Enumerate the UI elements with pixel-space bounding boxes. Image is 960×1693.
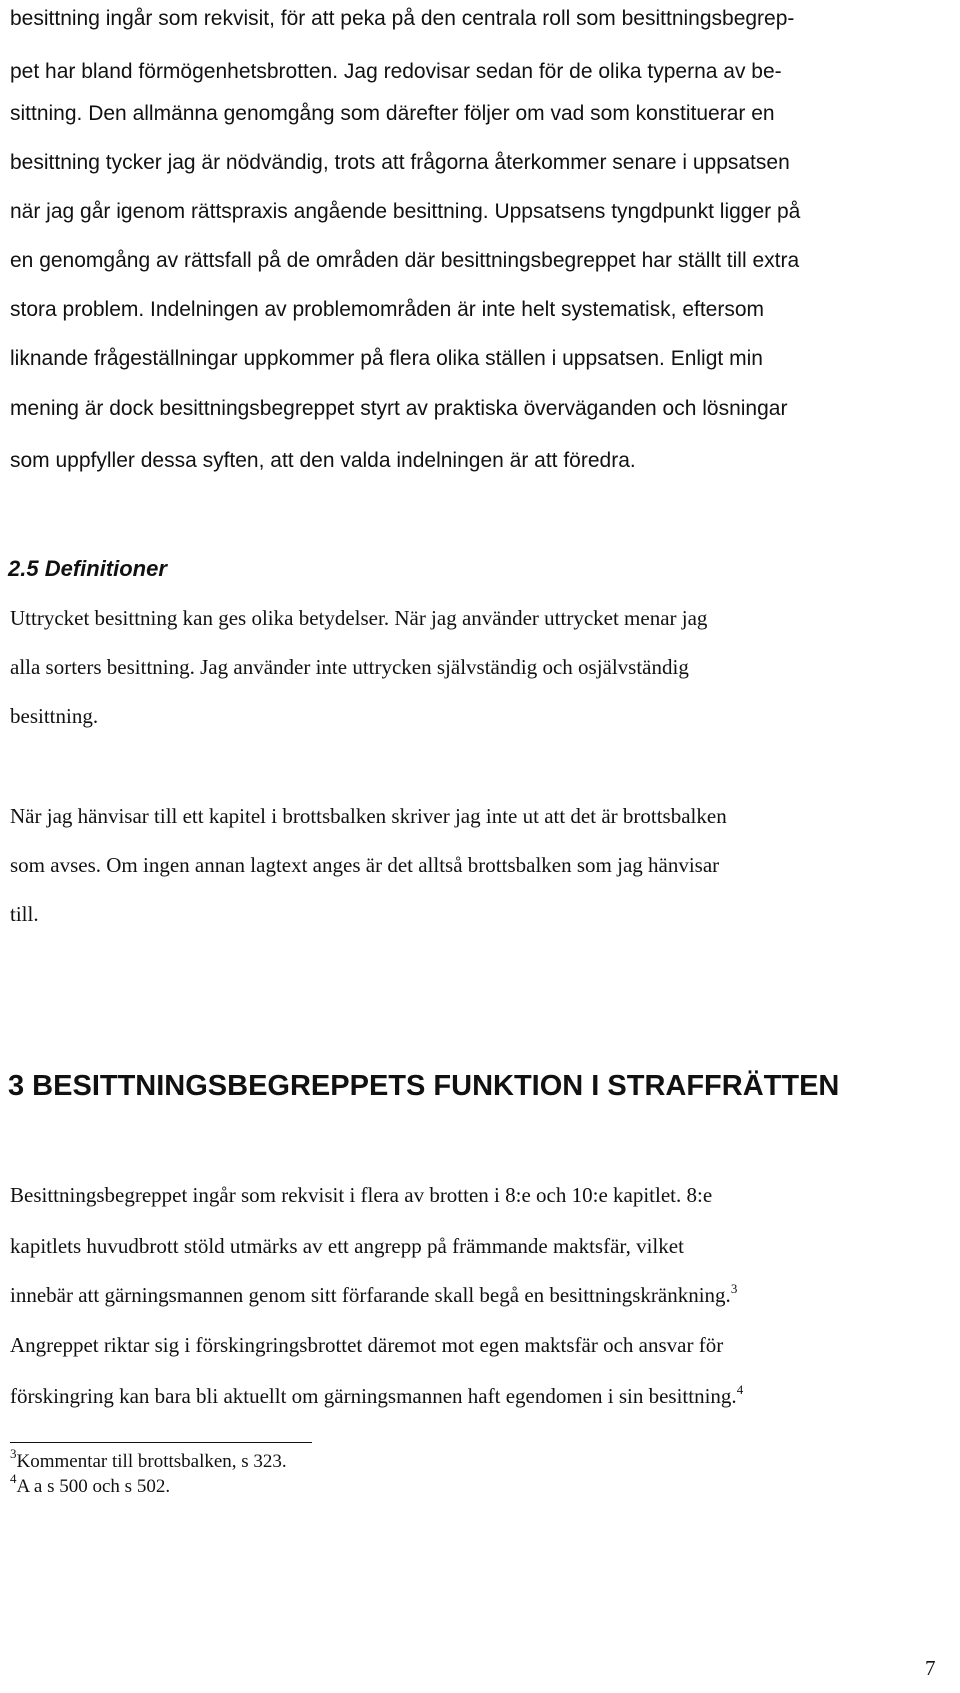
footnote-mark: 4	[10, 1471, 17, 1486]
text-line: besittning.	[10, 704, 99, 728]
footnote-separator	[10, 1442, 312, 1443]
footnote-text: A a s 500 och s 502.	[16, 1476, 171, 1497]
text-line: när jag går igenom rättspraxis angående besittning. Uppsatsens tyngdpunkt ligger på	[10, 200, 801, 223]
text-line-with-footnote	[10, 1281, 738, 1307]
text-line: besittning ingår som rekvisit, för att peka på den centrala roll som besittningsbegrep-	[10, 7, 795, 30]
text-line: Angreppet riktar sig i förskingringsbrottet däremot mot egen maktsfär och ansvar för	[10, 1333, 724, 1357]
text-line: innebär att gärningsmannen genom sitt förfarande skall begå en besittningskränkning.	[10, 1283, 731, 1307]
text-line: Besittningsbegreppet ingår som rekvisit i flera av brotten i 8:e och 10:e kapitlet. 8:e	[10, 1183, 713, 1207]
text-line: När jag hänvisar till ett kapitel i brottsbalken skriver jag inte ut att det är brottsbalken	[10, 804, 727, 828]
text-line: stora problem. Indelningen av problemområden är inte helt systematisk, eftersom	[10, 298, 765, 321]
footnote	[10, 1471, 171, 1497]
text-line: till.	[10, 902, 39, 926]
text-line: förskingring kan bara bli aktuellt om gärningsmannen haft egendomen i sin besittning.	[10, 1384, 737, 1408]
chapter-heading: 3 BESITTNINGSBEGREPPETS FUNKTION I STRAFFRÄTTEN	[8, 1070, 840, 1102]
footnote-ref[interactable]: 3	[730, 1281, 738, 1296]
text-line: som avses. Om ingen annan lagtext anges är det alltså brottsbalken som jag hänvisar	[10, 853, 720, 877]
section-heading: 2.5 Definitioner	[8, 556, 167, 581]
page-number: 7	[925, 1656, 936, 1680]
text-line: som uppfyller dessa syften, att den valda indelningen är att föredra.	[10, 449, 636, 472]
text-line: alla sorters besittning. Jag använder inte uttrycken självständig och osjälvständig	[10, 655, 689, 679]
footnote-text: Kommentar till brottsbalken, s 323.	[16, 1451, 287, 1472]
text-line-with-footnote	[10, 1382, 744, 1408]
text-line: Uttrycket besittning kan ges olika betydelser. När jag använder uttrycket menar jag	[10, 606, 708, 630]
text-line: en genomgång av rättsfall på de områden där besittningsbegreppet har ställt till extra	[10, 249, 800, 272]
footnote-mark: 3	[10, 1446, 17, 1461]
text-line: liknande frågeställningar uppkommer på flera olika ställen i uppsatsen. Enligt min	[10, 347, 763, 370]
text-line: mening är dock besittningsbegreppet styrt av praktiska överväganden och lösningar	[10, 397, 788, 420]
text-line: sittning. Den allmänna genomgång som därefter följer om vad som konstituerar en	[10, 102, 775, 125]
footnote-ref[interactable]: 4	[736, 1382, 744, 1397]
footnote	[10, 1446, 287, 1472]
text-line: pet har bland förmögenhetsbrotten. Jag redovisar sedan för de olika typerna av be-	[10, 60, 782, 83]
text-line: besittning tycker jag är nödvändig, trots att frågorna återkommer senare i uppsatsen	[10, 151, 790, 174]
text-line: kapitlets huvudbrott stöld utmärks av ett angrepp på främmande maktsfär, vilket	[10, 1234, 684, 1258]
